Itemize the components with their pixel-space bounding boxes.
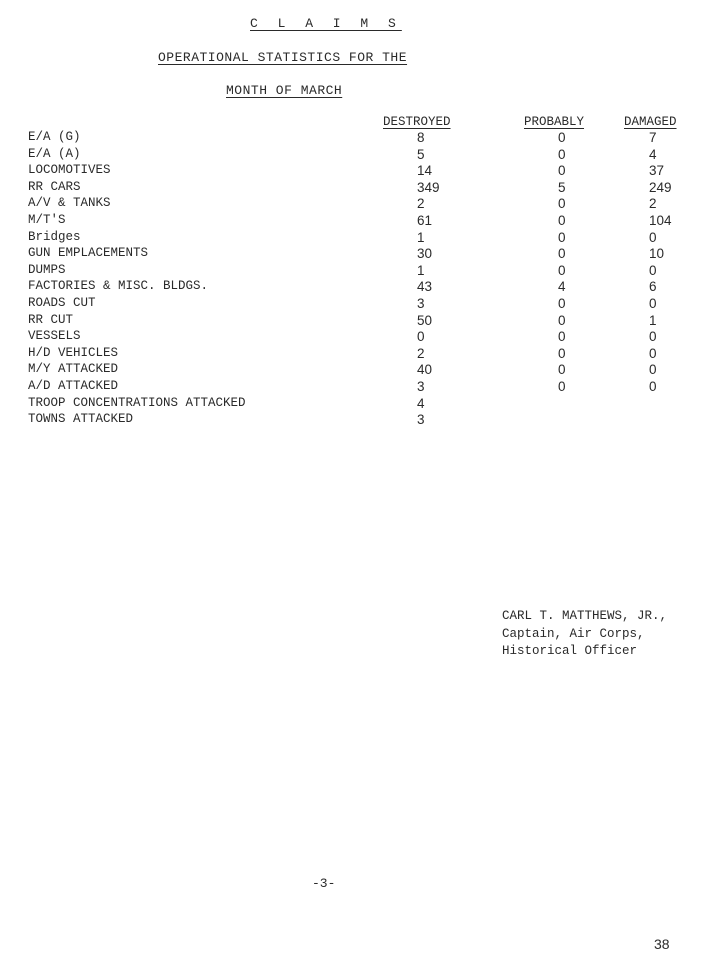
row-label: RR CUT [28, 312, 74, 327]
row-label: RR CARS [28, 179, 81, 194]
row-label: VESSELS [28, 329, 81, 344]
probably-value: 0 [558, 146, 566, 162]
destroyed-value: 8 [417, 130, 425, 145]
table-row [0, 130, 720, 147]
damaged-value: 6 [649, 279, 657, 295]
damaged-value: 2 [649, 196, 657, 212]
destroyed-value: 5 [417, 146, 425, 162]
destroyed-value: 1 [417, 262, 425, 278]
table-row [0, 313, 720, 330]
table-row [0, 362, 720, 379]
destroyed-value: 2 [417, 196, 425, 212]
document-subtitle-line2: MONTH OF MARCH [226, 83, 343, 98]
destroyed-value: 0 [417, 329, 425, 345]
row-label: FACTORIES & MISC. BLDGS. [28, 279, 209, 294]
probably-value: 0 [558, 212, 566, 228]
claims-table [0, 130, 720, 429]
probably-value: 0 [558, 312, 566, 328]
damaged-value: 10 [649, 246, 665, 262]
destroyed-value: 30 [417, 246, 433, 262]
table-row [0, 279, 720, 296]
row-label: DUMPS [28, 262, 66, 277]
row-label: M/Y ATTACKED [28, 362, 119, 377]
row-label: Bridges [28, 229, 81, 244]
row-label: E/A (A) [28, 146, 81, 161]
damaged-value: 249 [649, 179, 672, 195]
signature-name: CARL T. MATTHEWS, JR., [502, 609, 668, 623]
damaged-value: 104 [649, 212, 672, 228]
page-number: -3- [312, 876, 336, 891]
damaged-value: 0 [649, 362, 657, 378]
probably-value: 0 [558, 163, 566, 179]
damaged-value: 7 [649, 130, 657, 145]
row-label: GUN EMPLACEMENTS [28, 246, 149, 261]
probably-value: 5 [558, 179, 566, 195]
table-row [0, 230, 720, 247]
table-row [0, 180, 720, 197]
table-row [0, 346, 720, 363]
row-label: TOWNS ATTACKED [28, 412, 134, 427]
probably-value: 0 [558, 262, 566, 278]
table-row [0, 196, 720, 213]
row-label: ROADS CUT [28, 295, 96, 310]
probably-value: 0 [558, 229, 566, 245]
damaged-value: 0 [649, 229, 657, 245]
row-label: LOCOMOTIVES [28, 163, 111, 178]
damaged-value: 0 [649, 295, 657, 311]
destroyed-value: 349 [417, 179, 440, 195]
damaged-value: 4 [649, 146, 657, 162]
destroyed-value: 2 [417, 345, 425, 361]
signature-rank: Captain, Air Corps, [502, 627, 645, 641]
destroyed-value: 14 [417, 163, 433, 179]
probably-value: 0 [558, 295, 566, 311]
table-row [0, 412, 720, 429]
document-title: C L A I M S [250, 16, 402, 31]
destroyed-value: 61 [417, 212, 433, 228]
table-row [0, 246, 720, 263]
corner-page-number: 38 [654, 936, 670, 952]
table-row [0, 379, 720, 396]
destroyed-value: 3 [417, 295, 425, 311]
probably-value: 4 [558, 279, 566, 295]
probably-value: 0 [558, 130, 566, 145]
damaged-value: 0 [649, 329, 657, 345]
destroyed-value: 40 [417, 362, 433, 378]
table-row [0, 396, 720, 413]
row-label: H/D VEHICLES [28, 345, 119, 360]
row-label: E/A (G) [28, 130, 81, 144]
probably-value: 0 [558, 362, 566, 378]
destroyed-value: 43 [417, 279, 433, 295]
probably-value: 0 [558, 246, 566, 262]
table-row [0, 296, 720, 313]
row-label: TROOP CONCENTRATIONS ATTACKED [28, 395, 246, 410]
document-subtitle-line1: OPERATIONAL STATISTICS FOR THE [158, 50, 408, 65]
table-row [0, 147, 720, 164]
damaged-value: 0 [649, 378, 657, 394]
damaged-value: 0 [649, 345, 657, 361]
destroyed-value: 3 [417, 378, 425, 394]
row-label: A/V & TANKS [28, 196, 111, 211]
row-label: A/D ATTACKED [28, 378, 119, 393]
destroyed-value: 4 [417, 395, 425, 411]
probably-value: 0 [558, 329, 566, 345]
probably-value: 0 [558, 345, 566, 361]
destroyed-value: 3 [417, 412, 425, 428]
table-row [0, 213, 720, 230]
destroyed-value: 1 [417, 229, 425, 245]
damaged-value: 0 [649, 262, 657, 278]
damaged-value: 37 [649, 163, 665, 179]
column-header-destroyed: DESTROYED [383, 115, 451, 129]
column-header-damaged: DAMAGED [624, 115, 677, 129]
probably-value: 0 [558, 378, 566, 394]
table-row [0, 329, 720, 346]
destroyed-value: 50 [417, 312, 433, 328]
signature-role: Historical Officer [502, 644, 638, 658]
damaged-value: 1 [649, 312, 657, 328]
table-row [0, 163, 720, 180]
table-row [0, 263, 720, 280]
column-header-probably: PROBABLY [524, 115, 585, 129]
row-label: M/T'S [28, 212, 66, 227]
probably-value: 0 [558, 196, 566, 212]
